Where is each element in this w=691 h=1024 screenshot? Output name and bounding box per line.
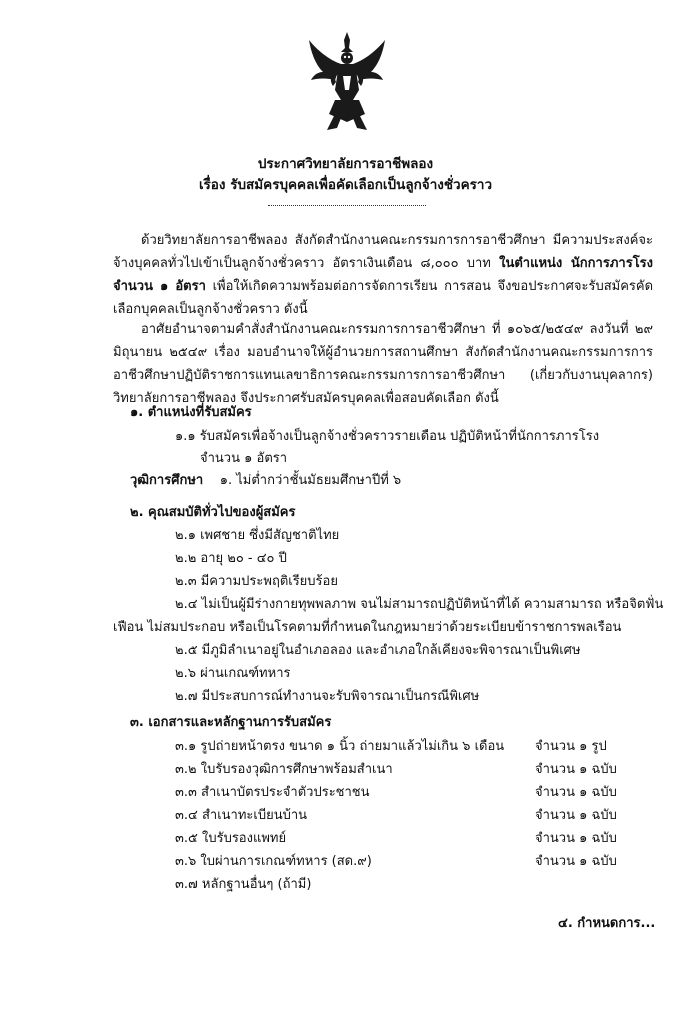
section3-heading: ๓. เอกสารและหลักฐานการรับสมัคร [130, 715, 332, 730]
garuda-emblem-icon [305, 30, 389, 134]
section2-heading: ๒. คุณสมบัติทั่วไปของผู้สมัคร [130, 505, 296, 520]
continued-marker: ๔. กำหนดการ... [558, 916, 656, 931]
section1-item: ๑.๑ รับสมัครเพื่อจ้างเป็นลูกจ้างชั่วคราวรายเดือน ปฏิบัติหน้าที่นักการภารโรง [175, 429, 600, 444]
document-item-amount: จำนวน ๑ ฉบับ [535, 785, 617, 800]
document-item-amount: จำนวน ๑ ฉบับ [535, 808, 617, 823]
qualification-item: ๒.๑ เพศชาย ซึ่งมีสัญชาติไทย [175, 528, 340, 543]
intro-text: ด้วยวิทยาลัยการอาชีพลอง สังกัดสำนักงานคณะกรรมการการอาชีวศึกษา มีความประสงค์จะจ้างบุคคลทั่วไปเข้าเป็นลูกจ้างชั่วคราว อัตราเงินเดือน ๘,๐๐๐ บาท [113, 233, 653, 271]
document-item-label: ๓.๒ ใบรับรองวุฒิการศึกษาพร้อมสำเนา [175, 762, 393, 777]
qualification-item: ๒.๖ ผ่านเกณฑ์ทหาร [175, 666, 291, 681]
document-item-label: ๓.๔ สำเนาทะเบียนบ้าน [175, 808, 308, 823]
qualification-item: ๒.๔ ไม่เป็นผู้มีร่างกายทุพพลภาพ จนไม่สามารถปฏิบัติหน้าที่ได้ ความสามารถ หรือจิตฟั่น [175, 597, 664, 612]
announcement-subject: เรื่อง รับสมัครบุคคลเพื่อคัดเลือกเป็นลูกจ้างชั่วคราว [198, 177, 493, 193]
qualification-item: ๒.๕ มีภูมิลำเนาอยู่ในอำเภอลอง และอำเภอใกล้เคียงจะพิจารณาเป็นพิเศษ [175, 643, 581, 658]
qualification-item-continued: เฟือน ไม่สมประกอบ หรือเป็นโรคตามที่กำหนดในกฎหมายว่าด้วยระเบียบข้าราชการพลเรือน [113, 620, 622, 635]
dotted-divider [268, 205, 426, 206]
section1-item-count: จำนวน ๑ อัตรา [200, 451, 288, 466]
document-item-amount: จำนวน ๑ ฉบับ [535, 831, 617, 846]
intro-paragraph-2: อาศัยอำนาจตามคำสั่งสำนักงานคณะกรรมการการอาชีวศึกษา ที่ ๑๐๖๕/๒๕๔๙ ลงวันที่ ๒๙ มิถุนายน ๒๕๔๙ เรื่อง มอบอำนาจให้ผู้อำนวยการสถานศึกษา สังกัดสำนักงานคณะกรรมการการอาชีวศึกษาปฏิบัติราชการแทนเลขาธิการคณะกรรมการการอาชีวศึกษา (เกี่ยวกับงานบุคลากร) วิทยาลัยการอาชีพลอง จึงประกาศรับสมัครบุคคลเพื่อสอบคัดเลือก ดังนี้ [113, 322, 653, 406]
document-item-amount: จำนวน ๑ ฉบับ [535, 762, 617, 777]
intro-paragraph-1 [113, 229, 653, 321]
document-item-amount: จำนวน ๑ ฉบับ [535, 854, 617, 869]
document-item-label: ๓.๕ ใบรับรองแพทย์ [175, 831, 287, 846]
document-item-label: ๓.๓ สำเนาบัตรประจำตัวประชาชน [175, 785, 370, 800]
document-item-label: ๓.๖ ใบผ่านการเกณฑ์ทหาร (สด.๙) [175, 854, 372, 869]
section1-heading: ๑. ตำแหน่งที่รับสมัคร [130, 405, 252, 420]
announcement-title: ประกาศวิทยาลัยการอาชีพลอง [257, 156, 434, 172]
education-label: วุฒิการศึกษา [130, 473, 204, 488]
document-item-label: ๓.๑ รูปถ่ายหน้าตรง ขนาด ๑ นิ้ว ถ่ายมาแล้วไม่เกิน ๖ เดือน [175, 739, 505, 754]
education-value: ๑. ไม่ต่ำกว่าชั้นมัธยมศึกษาปีที่ ๖ [219, 473, 402, 488]
qualification-item: ๒.๗ มีประสบการณ์ทำงานจะรับพิจารณาเป็นกรณีพิเศษ [175, 689, 480, 704]
document-item-amount: จำนวน ๑ รูป [535, 739, 607, 754]
intro-tail: เพื่อให้เกิดความพร้อมต่อการจัดการเรียน การสอน จึงขอประกาศจะรับสมัครคัดเลือกบุคคลเป็นลูกจ้างชั่วคราว ดังนี้ [113, 279, 654, 317]
qualification-item: ๒.๓ มีความประพฤติเรียบร้อย [175, 574, 338, 589]
qualification-item: ๒.๒ อายุ ๒๐ - ๔๐ ปี [175, 551, 287, 566]
education-row [130, 471, 401, 491]
document-item-label: ๓.๗ หลักฐานอื่นๆ (ถ้ามี) [175, 877, 312, 892]
position-highlight: ในตำแหน่ง นักการภารโรง จำนวน ๑ อัตรา [113, 256, 654, 294]
